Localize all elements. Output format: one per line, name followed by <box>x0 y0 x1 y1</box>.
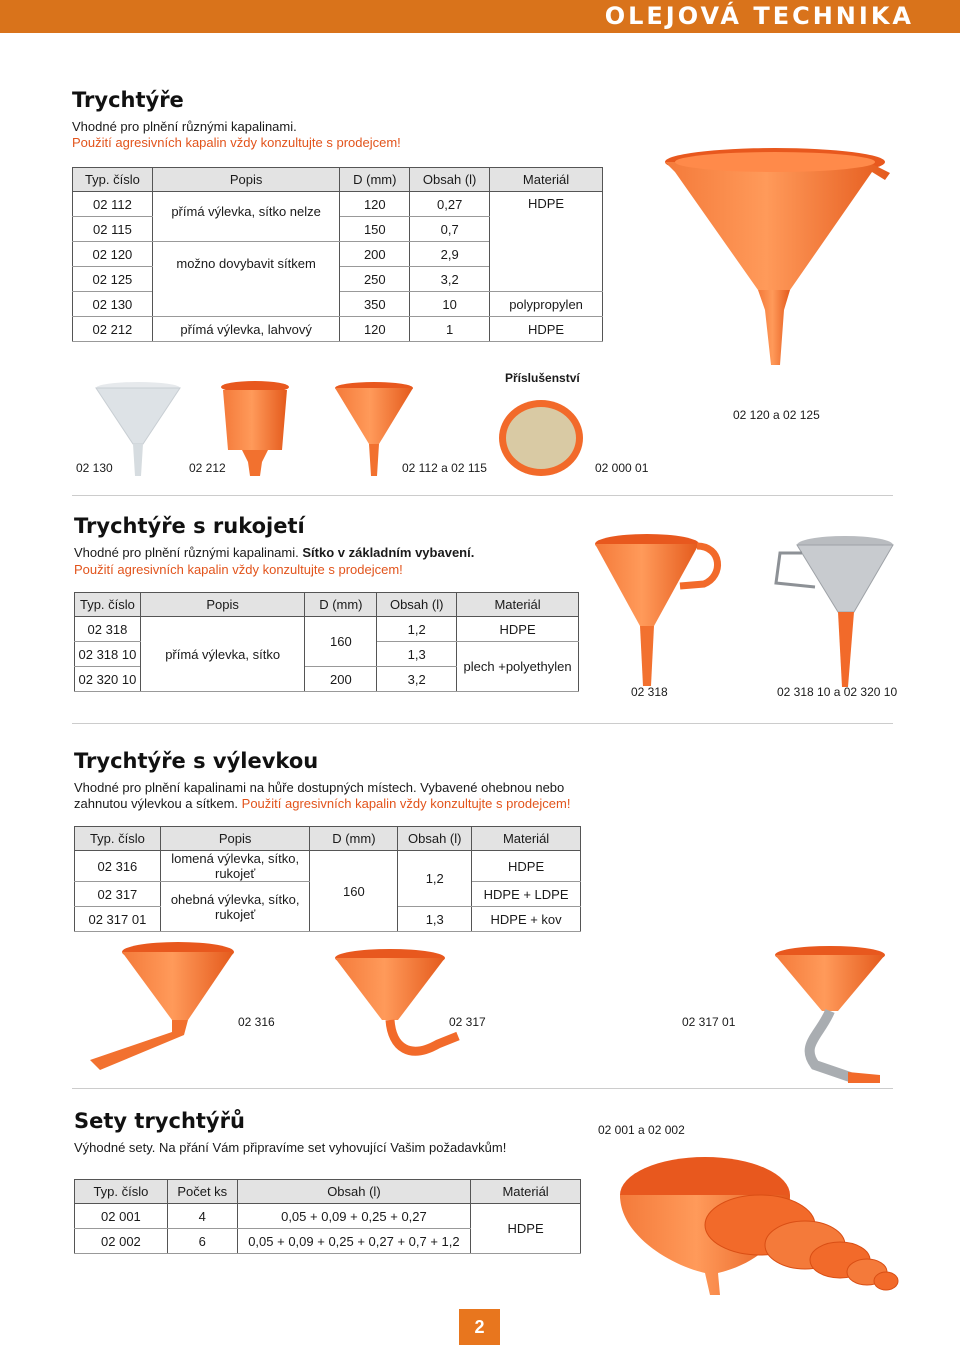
image-label: 02 317 01 <box>682 1015 736 1029</box>
section2-description <box>74 545 474 561</box>
cell-diameter: 200 <box>340 242 410 267</box>
cell-volume: 2,9 <box>410 242 490 267</box>
cell-desc: ohebná výlevka, sítko, rukojeť <box>160 882 310 932</box>
cell-desc: přímá výlevka, sítko <box>140 617 305 692</box>
divider <box>72 1088 893 1089</box>
cell-volume: 3,2 <box>377 667 457 692</box>
metal-spout-funnel-image <box>760 945 900 1090</box>
image-label: 02 001 a 02 002 <box>598 1123 685 1137</box>
section3-description <box>74 780 574 812</box>
col-header: Popis <box>140 593 305 617</box>
col-header: Materiál <box>490 168 603 192</box>
bent-spout-funnel-image <box>80 940 240 1075</box>
col-header: Typ. číslo <box>75 593 141 617</box>
bottle-funnel-image <box>220 380 290 478</box>
col-header: Materiál <box>472 827 581 851</box>
cell-volume: 10 <box>410 292 490 317</box>
table-header-row <box>75 1180 581 1204</box>
handle-funnel-image <box>592 516 727 691</box>
metal-funnel-image <box>770 527 900 692</box>
col-header: Počet ks <box>167 1180 237 1204</box>
accessories-label: Příslušenství <box>505 371 580 385</box>
cell-volume: 1,2 <box>377 617 457 642</box>
image-label: 02 000 01 <box>595 461 649 475</box>
section-title-funnel-sets: Sety trychtýřů <box>74 1109 245 1133</box>
cell-desc: lomená výlevka, sítko, rukojeť <box>160 851 310 882</box>
cell-desc: možno dovybavit sítkem <box>152 242 340 317</box>
cell-diameter: 150 <box>340 217 410 242</box>
image-label: 02 212 <box>189 461 226 475</box>
col-header: D (mm) <box>305 593 377 617</box>
cell-code: 02 125 <box>73 267 153 292</box>
cell-code: 02 212 <box>73 317 153 342</box>
strainer-image <box>496 398 586 478</box>
cell-material: HDPE + LDPE <box>472 882 581 907</box>
image-label: 02 317 <box>449 1015 486 1029</box>
cell-material: HDPE <box>490 317 603 342</box>
col-header: Typ. číslo <box>73 168 153 192</box>
divider <box>72 723 893 724</box>
col-header: D (mm) <box>310 827 398 851</box>
section-title-funnels: Trychtýře <box>72 88 184 112</box>
col-header: Obsah (l) <box>377 593 457 617</box>
cell-material: polypropylen <box>490 292 603 317</box>
cell-desc: přímá výlevka, lahvový <box>152 317 340 342</box>
cell-material: HDPE <box>471 1204 581 1254</box>
cell-volume: 0,05 + 0,09 + 0,25 + 0,27 + 0,7 + 1,2 <box>237 1229 470 1254</box>
section3-warning: Použití agresivních kapalin vždy konzultujte s prodejcem! <box>241 796 571 811</box>
col-header: Obsah (l) <box>410 168 490 192</box>
cell-count: 6 <box>167 1229 237 1254</box>
cell-volume: 1 <box>410 317 490 342</box>
table-header-row <box>73 168 603 192</box>
cell-material: plech +polyethylen <box>457 642 579 692</box>
cell-code: 02 317 01 <box>75 907 161 932</box>
cell-code: 02 316 <box>75 851 161 882</box>
cell-diameter: 120 <box>340 192 410 217</box>
cell-desc: přímá výlevka, sítko nelze <box>152 192 340 242</box>
table-row <box>73 192 603 217</box>
col-header: Materiál <box>471 1180 581 1204</box>
section1-warning: Použití agresivních kapalin vždy konzultujte s prodejcem! <box>72 135 401 150</box>
col-header: Popis <box>152 168 340 192</box>
cell-diameter: 200 <box>305 667 377 692</box>
image-label: 02 318 10 a 02 320 10 <box>777 685 898 699</box>
cell-volume: 1,2 <box>398 851 472 907</box>
cell-volume: 0,7 <box>410 217 490 242</box>
cell-count: 4 <box>167 1204 237 1229</box>
cell-code: 02 320 10 <box>75 667 141 692</box>
cell-diameter: 160 <box>305 617 377 667</box>
cell-volume: 0,27 <box>410 192 490 217</box>
col-header: Obsah (l) <box>398 827 472 851</box>
section2-warning: Použití agresivních kapalin vždy konzultujte s prodejcem! <box>74 562 403 577</box>
spout-funnels-table <box>74 826 581 932</box>
image-label: 02 112 a 02 115 <box>402 461 487 475</box>
cell-code: 02 112 <box>73 192 153 217</box>
cell-code: 02 318 10 <box>75 642 141 667</box>
cell-code: 02 001 <box>75 1204 168 1229</box>
cell-volume: 0,05 + 0,09 + 0,25 + 0,27 <box>237 1204 470 1229</box>
handle-funnels-table <box>74 592 579 692</box>
cell-code: 02 115 <box>73 217 153 242</box>
col-header: D (mm) <box>340 168 410 192</box>
cell-code: 02 120 <box>73 242 153 267</box>
col-header: Typ. číslo <box>75 827 161 851</box>
col-header: Obsah (l) <box>237 1180 470 1204</box>
cell-material: HDPE <box>457 617 579 642</box>
funnel-set-image <box>610 1145 900 1300</box>
image-label: 02 316 <box>238 1015 275 1029</box>
cell-material: HDPE + kov <box>472 907 581 932</box>
table-row <box>75 851 581 882</box>
image-label: 02 130 <box>76 461 113 475</box>
cell-volume: 3,2 <box>410 267 490 292</box>
col-header: Popis <box>160 827 310 851</box>
section2-desc-bold: Sítko v základním vybavení. <box>302 545 475 560</box>
divider <box>72 495 893 496</box>
cell-diameter: 350 <box>340 292 410 317</box>
cell-code: 02 317 <box>75 882 161 907</box>
section-title-spout-funnels: Trychtýře s výlevkou <box>74 749 319 773</box>
header-title: OLEJOVÁ TECHNIKA <box>604 2 914 30</box>
cell-diameter: 120 <box>340 317 410 342</box>
cell-diameter: 250 <box>340 267 410 292</box>
col-header: Typ. číslo <box>75 1180 168 1204</box>
table-row <box>75 617 579 642</box>
col-header: Materiál <box>457 593 579 617</box>
cell-code: 02 318 <box>75 617 141 642</box>
image-label: 02 120 a 02 125 <box>733 408 820 422</box>
table-row <box>75 1204 581 1229</box>
image-label: 02 318 <box>631 685 668 699</box>
cell-volume: 1,3 <box>377 642 457 667</box>
table-header-row <box>75 827 581 851</box>
cell-volume: 1,3 <box>398 907 472 932</box>
large-funnel-image <box>650 140 900 370</box>
table-row <box>73 317 603 342</box>
cell-diameter: 160 <box>310 851 398 932</box>
cell-material: HDPE <box>490 192 603 292</box>
cell-code: 02 002 <box>75 1229 168 1254</box>
table-header-row <box>75 593 579 617</box>
section1-description: Vhodné pro plnění různými kapalinami. <box>72 119 297 134</box>
section2-desc-text: Vhodné pro plnění různými kapalinami. <box>74 545 299 560</box>
page-number: 2 <box>459 1309 500 1345</box>
section-title-handle-funnels: Trychtýře s rukojetí <box>74 514 305 538</box>
funnel-sets-table <box>74 1179 581 1254</box>
cell-code: 02 130 <box>73 292 153 317</box>
funnels-table <box>72 167 603 342</box>
section4-description: Výhodné sety. Na přání Vám připravíme set vyhovující Vašim požadavkům! <box>74 1140 507 1155</box>
section3-desc-text: Vhodné pro plnění kapalinami na hůře dostupných místech. Vybavené ohebnou nebo zahnutou výlevkou a sítkem. <box>74 780 565 811</box>
cell-material: HDPE <box>472 851 581 882</box>
